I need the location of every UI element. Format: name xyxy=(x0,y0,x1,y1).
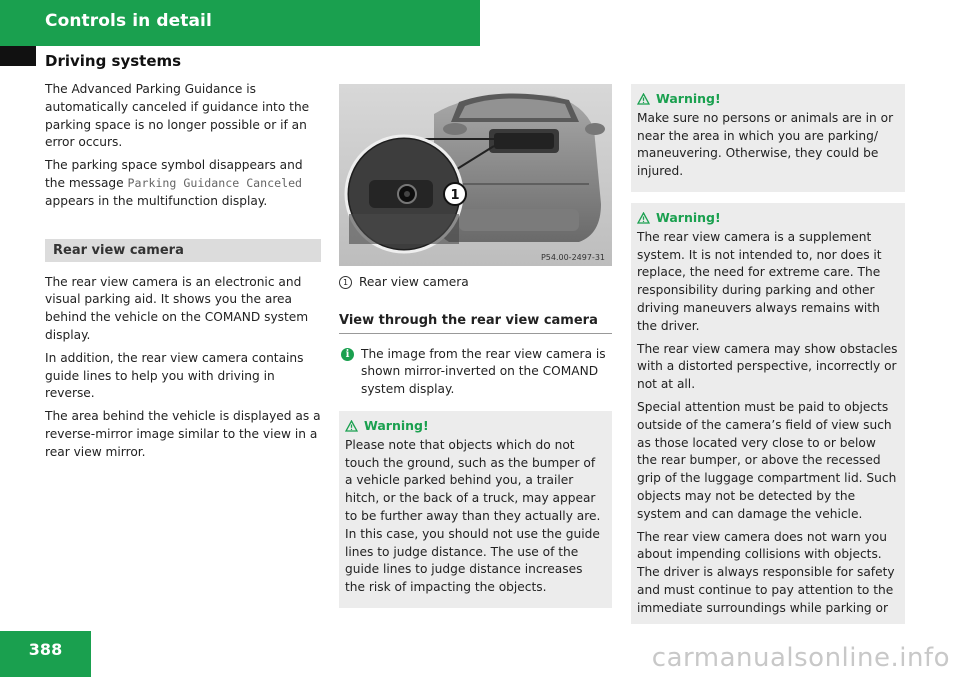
section-marker xyxy=(0,46,36,66)
warning-title xyxy=(637,209,899,227)
subheading-view-through-camera: View through the rear view camera xyxy=(339,312,612,334)
warning-paragraph-no-warning: The rear view camera does not warn you about impending collisions with objects. The driver is always responsible for safety and must continue to pay attention to the immediate surroundings while parking or xyxy=(637,529,895,615)
paragraph-symbol-disappears xyxy=(45,157,321,210)
warning-triangle-icon xyxy=(637,93,650,105)
warning-triangle-icon xyxy=(637,212,650,224)
page-number: 388 xyxy=(0,631,91,677)
car-rear-illustration xyxy=(339,84,612,266)
figure-code: P54.00-2497-31 xyxy=(540,253,605,262)
figure-caption xyxy=(339,274,612,292)
warning-title xyxy=(637,90,899,108)
warning-paragraph-distorted: The rear view camera may show obstacles with a distorted perspective, incorrectly or not at all. xyxy=(637,341,898,392)
rear-view-camera-heading: Rear view camera xyxy=(45,239,321,262)
watermark: carmanualsonline.info xyxy=(651,643,950,673)
warning-title xyxy=(345,417,606,435)
warning-paragraph-supplement: The rear view camera is a supplement system. It is not intended to, nor does it replace, the need for extreme care. The responsibility during parking and other driving maneuvers always remains with the driver. xyxy=(637,229,882,333)
warning-title-text: Warning! xyxy=(656,91,721,106)
warning-title-text: Warning! xyxy=(656,209,721,225)
paragraph-guide-lines: In addition, the rear view camera contains guide lines to help you with driving in reverse. xyxy=(45,350,304,401)
caption-number: 1 xyxy=(339,276,352,289)
warning-text: Make sure no persons or animals are in or near the area in which you are parking/ maneuvering. Otherwise, they could be injured. xyxy=(637,110,894,179)
chapter-title: Controls in detail xyxy=(45,11,212,31)
warning-box-supplement xyxy=(631,203,905,624)
warning-triangle-icon xyxy=(345,420,358,432)
warning-box-distance xyxy=(339,411,612,608)
warning-box-persons xyxy=(631,84,905,192)
info-note xyxy=(339,346,612,399)
rear-camera-figure xyxy=(339,84,612,266)
column-right xyxy=(631,84,905,624)
chapter-header xyxy=(0,0,480,46)
paragraph-camera-intro: The rear view camera is an electronic and visual parking aid. It shows you the area behind the vehicle on the COMAND system display. xyxy=(45,274,309,342)
column-left xyxy=(45,81,321,467)
column-middle xyxy=(339,84,612,608)
warning-title-text: Warning! xyxy=(364,417,429,433)
display-message: Parking Guidance Canceled xyxy=(127,175,303,190)
callout-number: 1 xyxy=(450,188,460,203)
caption-text: Rear view camera xyxy=(359,275,469,289)
text-segment: appears in the multifunction display. xyxy=(45,193,268,208)
warning-text: Please note that objects which do not touch the ground, such as the bumper of a vehicle parked behind you, a trailer hitch, or the back of a truck, may appear to be further away than they actually are. In this case, you should not use the guide lines to judge distance. The use of the guide lines to judge distance increases the risk of impacting the objects. xyxy=(345,437,601,595)
paragraph-mirror-image: The area behind the vehicle is displayed as a reverse-mirror image similar to the view in a rear view mirror. xyxy=(45,409,321,459)
info-icon: i xyxy=(341,348,354,361)
section-title: Driving systems xyxy=(45,52,182,70)
paragraph-guidance-cancel: The Advanced Parking Guidance is automatically canceled if guidance into the parking space is no longer possible or if an error occurs. xyxy=(45,82,310,150)
info-note-text: The image from the rear view camera is shown mirror-inverted on the COMAND system display. xyxy=(361,346,606,397)
warning-paragraph-outside-view: Special attention must be paid to objects outside of the camera’s field of view such as those located very close to or below the rear bumper, or above the recessed grip of the luggage compartment lid. Such objects may not be detected by the system and can damage the vehicle. xyxy=(637,399,897,521)
text-segment: The parking space symbol disappears and the message xyxy=(45,158,303,190)
